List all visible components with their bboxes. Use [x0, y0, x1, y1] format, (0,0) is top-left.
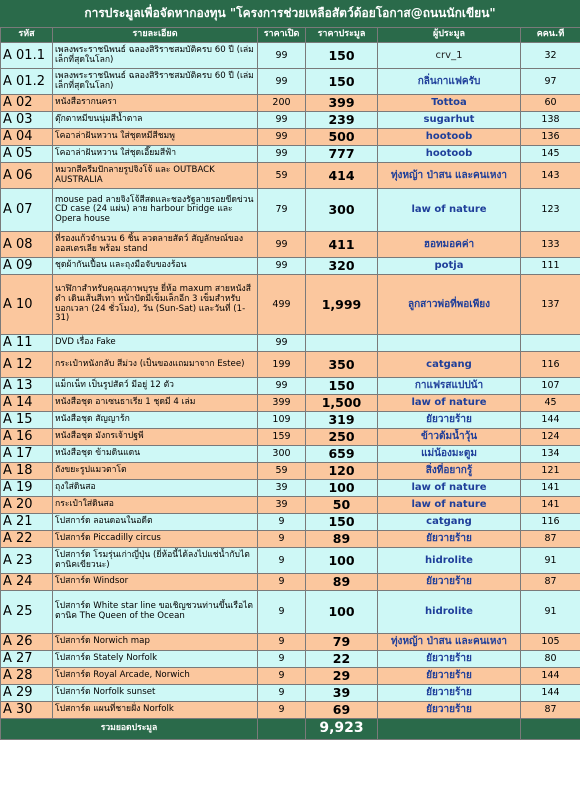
col-header-open: ราคาเปิด	[258, 28, 306, 43]
table-row	[1, 163, 580, 189]
item-description: กระเป๋าหนังกลับ สีม่วง (เป็นของแถมมาจาก Estee)	[53, 352, 258, 378]
item-code: A 21	[1, 514, 53, 531]
table-row	[1, 463, 580, 480]
table-body	[1, 43, 580, 719]
item-description: DVD เรื่อง Fake	[53, 335, 258, 352]
score-value: 87	[521, 574, 580, 591]
opening-price: 99	[258, 146, 306, 163]
table-row	[1, 446, 580, 463]
score-value: 116	[521, 514, 580, 531]
item-description: แม็กเน็ท เป็นรูปสัตว์ มีอยู่ 12 ตัว	[53, 378, 258, 395]
item-code: A 15	[1, 412, 53, 429]
bid-price: 500	[306, 129, 378, 146]
opening-price: 99	[258, 232, 306, 258]
bid-price: 120	[306, 463, 378, 480]
table-row	[1, 275, 580, 335]
winner-name: law of nature	[378, 189, 521, 232]
bid-price: 399	[306, 95, 378, 112]
score-value	[521, 335, 580, 352]
bid-price: 22	[306, 651, 378, 668]
score-value: 116	[521, 352, 580, 378]
bid-price: 100	[306, 548, 378, 574]
opening-price: 99	[258, 112, 306, 129]
score-value: 87	[521, 531, 580, 548]
col-header-desc: รายละเอียด	[53, 28, 258, 43]
item-code: A 09	[1, 258, 53, 275]
winner-name: สิ่งที่อยากรู้	[378, 463, 521, 480]
opening-price: 9	[258, 651, 306, 668]
item-code: A 23	[1, 548, 53, 574]
table-row	[1, 129, 580, 146]
bid-price: 411	[306, 232, 378, 258]
item-code: A 12	[1, 352, 53, 378]
item-code: A 07	[1, 189, 53, 232]
winner-name: กลิ่นกาแฟครับ	[378, 69, 521, 95]
opening-price: 99	[258, 129, 306, 146]
winner-name: law of nature	[378, 497, 521, 514]
item-description: หนังสือชุด อาเซนธาเรีย 1 ชุดมี 4 เล่ม	[53, 395, 258, 412]
total-row	[1, 719, 580, 740]
item-code: A 16	[1, 429, 53, 446]
item-code: A 18	[1, 463, 53, 480]
bid-price: 39	[306, 685, 378, 702]
item-code: A 01.1	[1, 43, 53, 69]
opening-price: 99	[258, 335, 306, 352]
score-value: 143	[521, 163, 580, 189]
bid-price: 239	[306, 112, 378, 129]
item-code: A 13	[1, 378, 53, 395]
score-value: 138	[521, 112, 580, 129]
total-spacer	[258, 719, 306, 740]
opening-price: 300	[258, 446, 306, 463]
item-code: A 17	[1, 446, 53, 463]
bid-price: 300	[306, 189, 378, 232]
score-value: 137	[521, 275, 580, 335]
winner-name: ลูกสาวพ่อที่พอเพียง	[378, 275, 521, 335]
total-label: รวมยอดประมูล	[1, 719, 258, 740]
item-code: A 29	[1, 685, 53, 702]
opening-price: 200	[258, 95, 306, 112]
winner-name: ทุ่งหญ้า ป่าสน และคนเหงา	[378, 163, 521, 189]
winner-name: ยัยวายร้าย	[378, 412, 521, 429]
item-code: A 28	[1, 668, 53, 685]
opening-price: 9	[258, 668, 306, 685]
bid-price: 659	[306, 446, 378, 463]
bid-price: 100	[306, 591, 378, 634]
bid-price: 150	[306, 514, 378, 531]
bid-price: 320	[306, 258, 378, 275]
winner-name: ทุ่งหญ้า ป่าสน และคนเหงา	[378, 634, 521, 651]
opening-price: 109	[258, 412, 306, 429]
item-description: กระเป๋าใส่ดินสอ	[53, 497, 258, 514]
table-row	[1, 651, 580, 668]
score-value: 45	[521, 395, 580, 412]
table-row	[1, 112, 580, 129]
bid-price: 50	[306, 497, 378, 514]
table-row	[1, 531, 580, 548]
bid-price: 777	[306, 146, 378, 163]
total-spacer-3	[521, 719, 580, 740]
table-row	[1, 146, 580, 163]
table-row	[1, 232, 580, 258]
item-description: โปสการ์ด ลอนดอนในอดีต	[53, 514, 258, 531]
item-code: A 11	[1, 335, 53, 352]
table-row	[1, 258, 580, 275]
score-value: 134	[521, 446, 580, 463]
table-row	[1, 574, 580, 591]
score-value: 87	[521, 702, 580, 719]
item-description: โคอาล่าฝันหวาน ใส่ชุดหมีสีชมพู	[53, 129, 258, 146]
winner-name: Tottoa	[378, 95, 521, 112]
winner-name: catgang	[378, 352, 521, 378]
score-value: 105	[521, 634, 580, 651]
score-value: 144	[521, 668, 580, 685]
winner-name: ยัยวายร้าย	[378, 531, 521, 548]
bid-price: 150	[306, 378, 378, 395]
item-description: โปสการ์ด Royal Arcade, Norwich	[53, 668, 258, 685]
item-code: A 06	[1, 163, 53, 189]
winner-name: catgang	[378, 514, 521, 531]
score-value: 107	[521, 378, 580, 395]
item-description: โปสการ์ด White star line ขอเชิญชวนท่านขึ้นเรือไตตานิค The Queen of the Ocean	[53, 591, 258, 634]
item-description: โปสการ์ด Piccadilly circus	[53, 531, 258, 548]
table-row	[1, 548, 580, 574]
score-value: 91	[521, 591, 580, 634]
item-description: ตุ๊กตาหมีขนนุ่มสีน้ำตาล	[53, 112, 258, 129]
item-code: A 10	[1, 275, 53, 335]
item-code: A 04	[1, 129, 53, 146]
item-code: A 08	[1, 232, 53, 258]
item-description: หนังสือชุด ข้ามดินแดน	[53, 446, 258, 463]
table-row	[1, 429, 580, 446]
table-row	[1, 685, 580, 702]
opening-price: 399	[258, 395, 306, 412]
auction-table	[0, 27, 580, 740]
bid-price: 319	[306, 412, 378, 429]
item-code: A 24	[1, 574, 53, 591]
item-description: นาฬิกาสำหรับคุณสุภาพบุรุษ ยี่ห้อ maxum สายหนังสีดำ เดินเส้นสีเทา หน้าปัดมีเข็มเล็กอีก 3 เข็มสำหรับบอกเวลา (24 ชั่วโมง), วัน (Sun-Sat) และวันที่ (1-31)	[53, 275, 258, 335]
winner-name: law of nature	[378, 395, 521, 412]
score-value: 91	[521, 548, 580, 574]
table-row	[1, 480, 580, 497]
opening-price: 499	[258, 275, 306, 335]
winner-name: law of nature	[378, 480, 521, 497]
table-row	[1, 412, 580, 429]
item-description: เพลงพระราชนิพนธ์ ฉลองสิริราชสมบัติครบ 60 ปี (เล่มเล็กที่สุดในโลก)	[53, 69, 258, 95]
bid-price: 89	[306, 574, 378, 591]
score-value: 111	[521, 258, 580, 275]
table-row	[1, 514, 580, 531]
winner-name: hidrolite	[378, 591, 521, 634]
bid-price: 150	[306, 43, 378, 69]
page-title: การประมูลเพื่อจัดหากองทุน "โครงการช่วยเหลือสัตว์ด้อยโอกาส@ถนนนักเขียน"	[0, 0, 580, 27]
bid-price: 89	[306, 531, 378, 548]
winner-name: กาแฟรสแปปน้า	[378, 378, 521, 395]
score-value: 144	[521, 685, 580, 702]
winner-name: ยัยวายร้าย	[378, 651, 521, 668]
item-code: A 26	[1, 634, 53, 651]
opening-price: 99	[258, 378, 306, 395]
item-description: หนังสือรากนครา	[53, 95, 258, 112]
bid-price: 69	[306, 702, 378, 719]
winner-name: แม่น้องมะตูม	[378, 446, 521, 463]
total-value: 9,923	[306, 719, 378, 740]
winner-name: potja	[378, 258, 521, 275]
winner-name: hootoob	[378, 146, 521, 163]
item-description: โคอาล่าฝันหวาน ใส่ชุดเอี๊ยมสีฟ้า	[53, 146, 258, 163]
table-row	[1, 43, 580, 69]
item-description: ที่รองแก้วจำนวน 6 ชิ้น ลวดลายสัตว์ สัญลักษณ์ของออสเตรเลีย พร้อม stand	[53, 232, 258, 258]
item-description: ถุงใส่ดินสอ	[53, 480, 258, 497]
item-description: ถังขยะรูปแมวตาโต	[53, 463, 258, 480]
score-value: 60	[521, 95, 580, 112]
opening-price: 199	[258, 352, 306, 378]
score-value: 32	[521, 43, 580, 69]
opening-price: 79	[258, 189, 306, 232]
opening-price: 9	[258, 634, 306, 651]
bid-price: 250	[306, 429, 378, 446]
total-spacer-2	[378, 719, 521, 740]
item-description: หมวกสีครีมปักลายรูปจิงโจ้ และ OUTBACK AUSTRALIA	[53, 163, 258, 189]
col-header-score: คคน.ที่	[521, 28, 580, 43]
opening-price: 9	[258, 702, 306, 719]
item-description: โปสการ์ด Stately Norfolk	[53, 651, 258, 668]
table-row	[1, 335, 580, 352]
item-code: A 05	[1, 146, 53, 163]
opening-price: 59	[258, 463, 306, 480]
item-code: A 01.2	[1, 69, 53, 95]
bid-price: 150	[306, 69, 378, 95]
score-value: 121	[521, 463, 580, 480]
bid-price: 100	[306, 480, 378, 497]
item-description: โปสการ์ด Norfolk sunset	[53, 685, 258, 702]
opening-price: 59	[258, 163, 306, 189]
bid-price: 1,999	[306, 275, 378, 335]
item-code: A 14	[1, 395, 53, 412]
bid-price: 350	[306, 352, 378, 378]
table-row	[1, 69, 580, 95]
header-row	[1, 28, 580, 43]
item-code: A 30	[1, 702, 53, 719]
item-description: โปสการ์ด โรมรุ่นเก่าญี่ปุ่น (ยี่ห้อนี้ได้ลงไปแช่น้ำกับไตตานิคเขียวนะ)	[53, 548, 258, 574]
winner-name: hidrolite	[378, 548, 521, 574]
opening-price: 9	[258, 531, 306, 548]
opening-price: 9	[258, 685, 306, 702]
item-code: A 27	[1, 651, 53, 668]
winner-name	[378, 335, 521, 352]
opening-price: 9	[258, 574, 306, 591]
winner-name: ฮอทมอคค่า	[378, 232, 521, 258]
table-row	[1, 395, 580, 412]
item-description: ชุดผ้ากันเปื้อน และถุงมือจับของร้อน	[53, 258, 258, 275]
opening-price: 99	[258, 258, 306, 275]
bid-price: 414	[306, 163, 378, 189]
table-row	[1, 668, 580, 685]
table-row	[1, 634, 580, 651]
opening-price: 9	[258, 548, 306, 574]
item-code: A 03	[1, 112, 53, 129]
table-row	[1, 591, 580, 634]
bid-price: 29	[306, 668, 378, 685]
item-code: A 19	[1, 480, 53, 497]
item-code: A 22	[1, 531, 53, 548]
winner-name: ยัยวายร้าย	[378, 574, 521, 591]
table-row	[1, 378, 580, 395]
opening-price: 99	[258, 43, 306, 69]
item-code: A 02	[1, 95, 53, 112]
opening-price: 39	[258, 497, 306, 514]
item-description: หนังสือชุด สัญญาร้ก	[53, 412, 258, 429]
col-header-winner: ผู้ประมูล	[378, 28, 521, 43]
score-value: 141	[521, 480, 580, 497]
table-row	[1, 352, 580, 378]
bid-price: 1,500	[306, 395, 378, 412]
bid-price: 79	[306, 634, 378, 651]
bid-price	[306, 335, 378, 352]
opening-price: 99	[258, 69, 306, 95]
opening-price: 39	[258, 480, 306, 497]
score-value: 80	[521, 651, 580, 668]
item-description: โปสการ์ด แผนที่ชายฝั่ง Norfolk	[53, 702, 258, 719]
winner-name: hootoob	[378, 129, 521, 146]
table-row	[1, 497, 580, 514]
score-value: 124	[521, 429, 580, 446]
opening-price: 159	[258, 429, 306, 446]
winner-name: ยัยวายร้าย	[378, 685, 521, 702]
item-description: โปสการ์ด Windsor	[53, 574, 258, 591]
col-header-code: รหัส	[1, 28, 53, 43]
col-header-bid: ราคาประมูล	[306, 28, 378, 43]
winner-name: ยัยวายร้าย	[378, 668, 521, 685]
item-description: เพลงพระราชนิพนธ์ ฉลองสิริราชสมบัติครบ 60 ปี (เล่มเล็กที่สุดในโลก)	[53, 43, 258, 69]
score-value: 123	[521, 189, 580, 232]
winner-name: ข้าวต้มน้ำวุ้น	[378, 429, 521, 446]
table-row	[1, 702, 580, 719]
winner-name: crv_1	[378, 43, 521, 69]
item-code: A 20	[1, 497, 53, 514]
item-code: A 25	[1, 591, 53, 634]
score-value: 136	[521, 129, 580, 146]
winner-name: ยัยวายร้าย	[378, 702, 521, 719]
score-value: 144	[521, 412, 580, 429]
item-description: โปสการ์ด Norwich map	[53, 634, 258, 651]
score-value: 133	[521, 232, 580, 258]
score-value: 141	[521, 497, 580, 514]
table-row	[1, 95, 580, 112]
winner-name: sugarhut	[378, 112, 521, 129]
item-description: หนังสือชุด มังกรเจ้าปฐพี	[53, 429, 258, 446]
opening-price: 9	[258, 514, 306, 531]
table-row	[1, 189, 580, 232]
score-value: 145	[521, 146, 580, 163]
score-value: 97	[521, 69, 580, 95]
item-description: mouse pad ลายจิงโจ้สีสดและชองรัฐลายรอยขีดข่วน CD case (24 แผ่น) ลาย harbour bridge และ Opera house	[53, 189, 258, 232]
opening-price: 9	[258, 591, 306, 634]
